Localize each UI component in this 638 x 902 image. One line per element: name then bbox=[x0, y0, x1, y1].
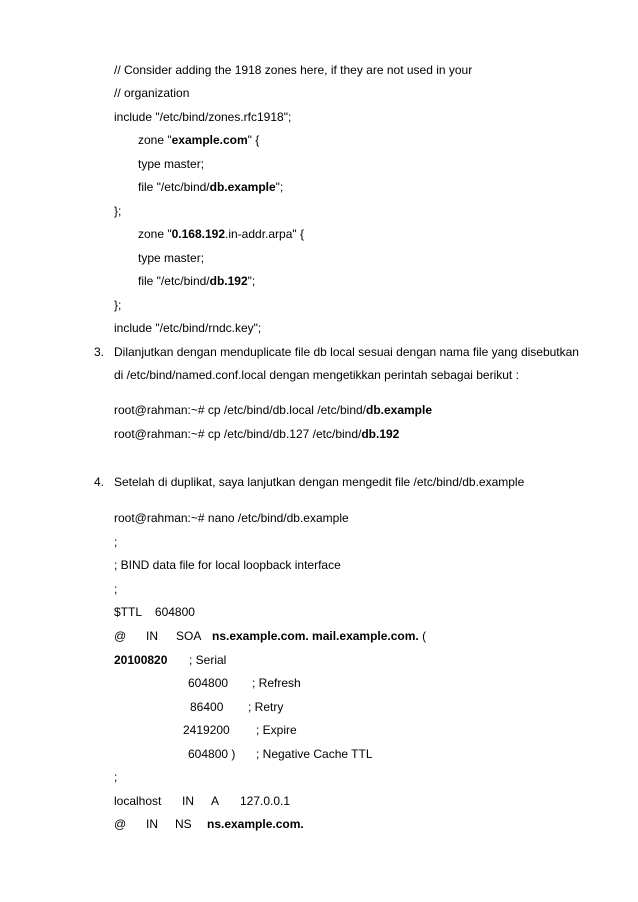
zone-reverse-type-line: type master; bbox=[138, 251, 205, 265]
cp-db-192-command: root@rahman:~# cp /etc/bind/db.127 /etc/bind/db.192 bbox=[114, 427, 400, 441]
zone-reverse-line: zone "0.168.192.in-addr.arpa" { bbox=[138, 227, 304, 241]
cp-db-example-command: root@rahman:~# cp /etc/bind/db.local /etc/bind/db.example bbox=[114, 403, 433, 417]
step-3-number: 3. bbox=[94, 345, 105, 359]
ns-record-class: IN bbox=[146, 817, 158, 831]
db-example-filename: db.example bbox=[366, 403, 433, 417]
ns-record-type: NS bbox=[175, 817, 192, 831]
zone-example-file-name: db.example bbox=[209, 180, 276, 194]
zone-reverse-file-name: db.192 bbox=[209, 274, 248, 288]
db-192-filename: db.192 bbox=[361, 427, 400, 441]
step-3-text-line-2: di /etc/bind/named.conf.local dengan mengetikkan perintah sebagai berikut : bbox=[114, 368, 519, 382]
step-4-text-line-1: Setelah di duplikat, saya lanjutkan dengan mengedit file /etc/bind/db.example bbox=[114, 475, 525, 489]
serial-label: ; Serial bbox=[189, 653, 227, 667]
refresh-value: 604800 bbox=[188, 676, 229, 690]
zone-file-semicolon-2: ; bbox=[114, 582, 118, 596]
soa-at: @ bbox=[114, 629, 127, 643]
a-record-class: IN bbox=[182, 794, 194, 808]
zone-example-name: example.com bbox=[171, 133, 248, 147]
retry-value: 86400 bbox=[190, 700, 224, 714]
zone-file-comment: ; BIND data file for local loopback interface bbox=[114, 558, 341, 572]
include-rndc-line: include "/etc/bind/rndc.key"; bbox=[114, 321, 262, 335]
zone-reverse-close-line: }; bbox=[114, 298, 122, 312]
zone-example-file-line: file "/etc/bind/db.example"; bbox=[138, 180, 284, 194]
zone-reverse-file-line: file "/etc/bind/db.192"; bbox=[138, 274, 256, 288]
zone-file-semicolon-3: ; bbox=[114, 770, 118, 784]
expire-label: ; Expire bbox=[256, 723, 297, 737]
retry-label: ; Retry bbox=[248, 700, 284, 714]
nano-command: root@rahman:~# nano /etc/bind/db.example bbox=[114, 511, 349, 525]
soa-class: IN bbox=[146, 629, 158, 643]
serial-value: 20100820 bbox=[114, 653, 168, 667]
refresh-label: ; Refresh bbox=[252, 676, 301, 690]
soa-type: SOA bbox=[176, 629, 202, 643]
step-3-text-line-1: Dilanjutkan dengan menduplicate file db local sesuai dengan nama file yang disebutkan bbox=[114, 345, 579, 359]
soa-record-data: ns.example.com. mail.example.com. ( bbox=[212, 629, 427, 643]
zone-example-type-line: type master; bbox=[138, 157, 205, 171]
negative-cache-label: ; Negative Cache TTL bbox=[256, 747, 373, 761]
step-4-number: 4. bbox=[94, 475, 105, 489]
ns-record-value: ns.example.com. bbox=[207, 817, 304, 831]
a-record-type: A bbox=[211, 794, 220, 808]
a-record-host: localhost bbox=[114, 794, 162, 808]
comment-line-1: // Consider adding the 1918 zones here, if they are not used in your bbox=[114, 63, 473, 77]
ttl-line: $TTL 604800 bbox=[114, 605, 195, 619]
zone-file-semicolon-1: ; bbox=[114, 535, 118, 549]
include-rfc1918-line: include "/etc/bind/zones.rfc1918"; bbox=[114, 110, 292, 124]
soa-nameservers: ns.example.com. mail.example.com. bbox=[212, 629, 419, 643]
zone-example-close-line: }; bbox=[114, 204, 122, 218]
negative-cache-value: 604800 ) bbox=[188, 747, 236, 761]
zone-example-line: zone "example.com" { bbox=[138, 133, 260, 147]
comment-line-2: // organization bbox=[114, 86, 190, 100]
ns-record-at: @ bbox=[114, 817, 127, 831]
expire-value: 2419200 bbox=[183, 723, 230, 737]
zone-reverse-name: 0.168.192 bbox=[171, 227, 226, 241]
a-record-ip: 127.0.0.1 bbox=[240, 794, 291, 808]
